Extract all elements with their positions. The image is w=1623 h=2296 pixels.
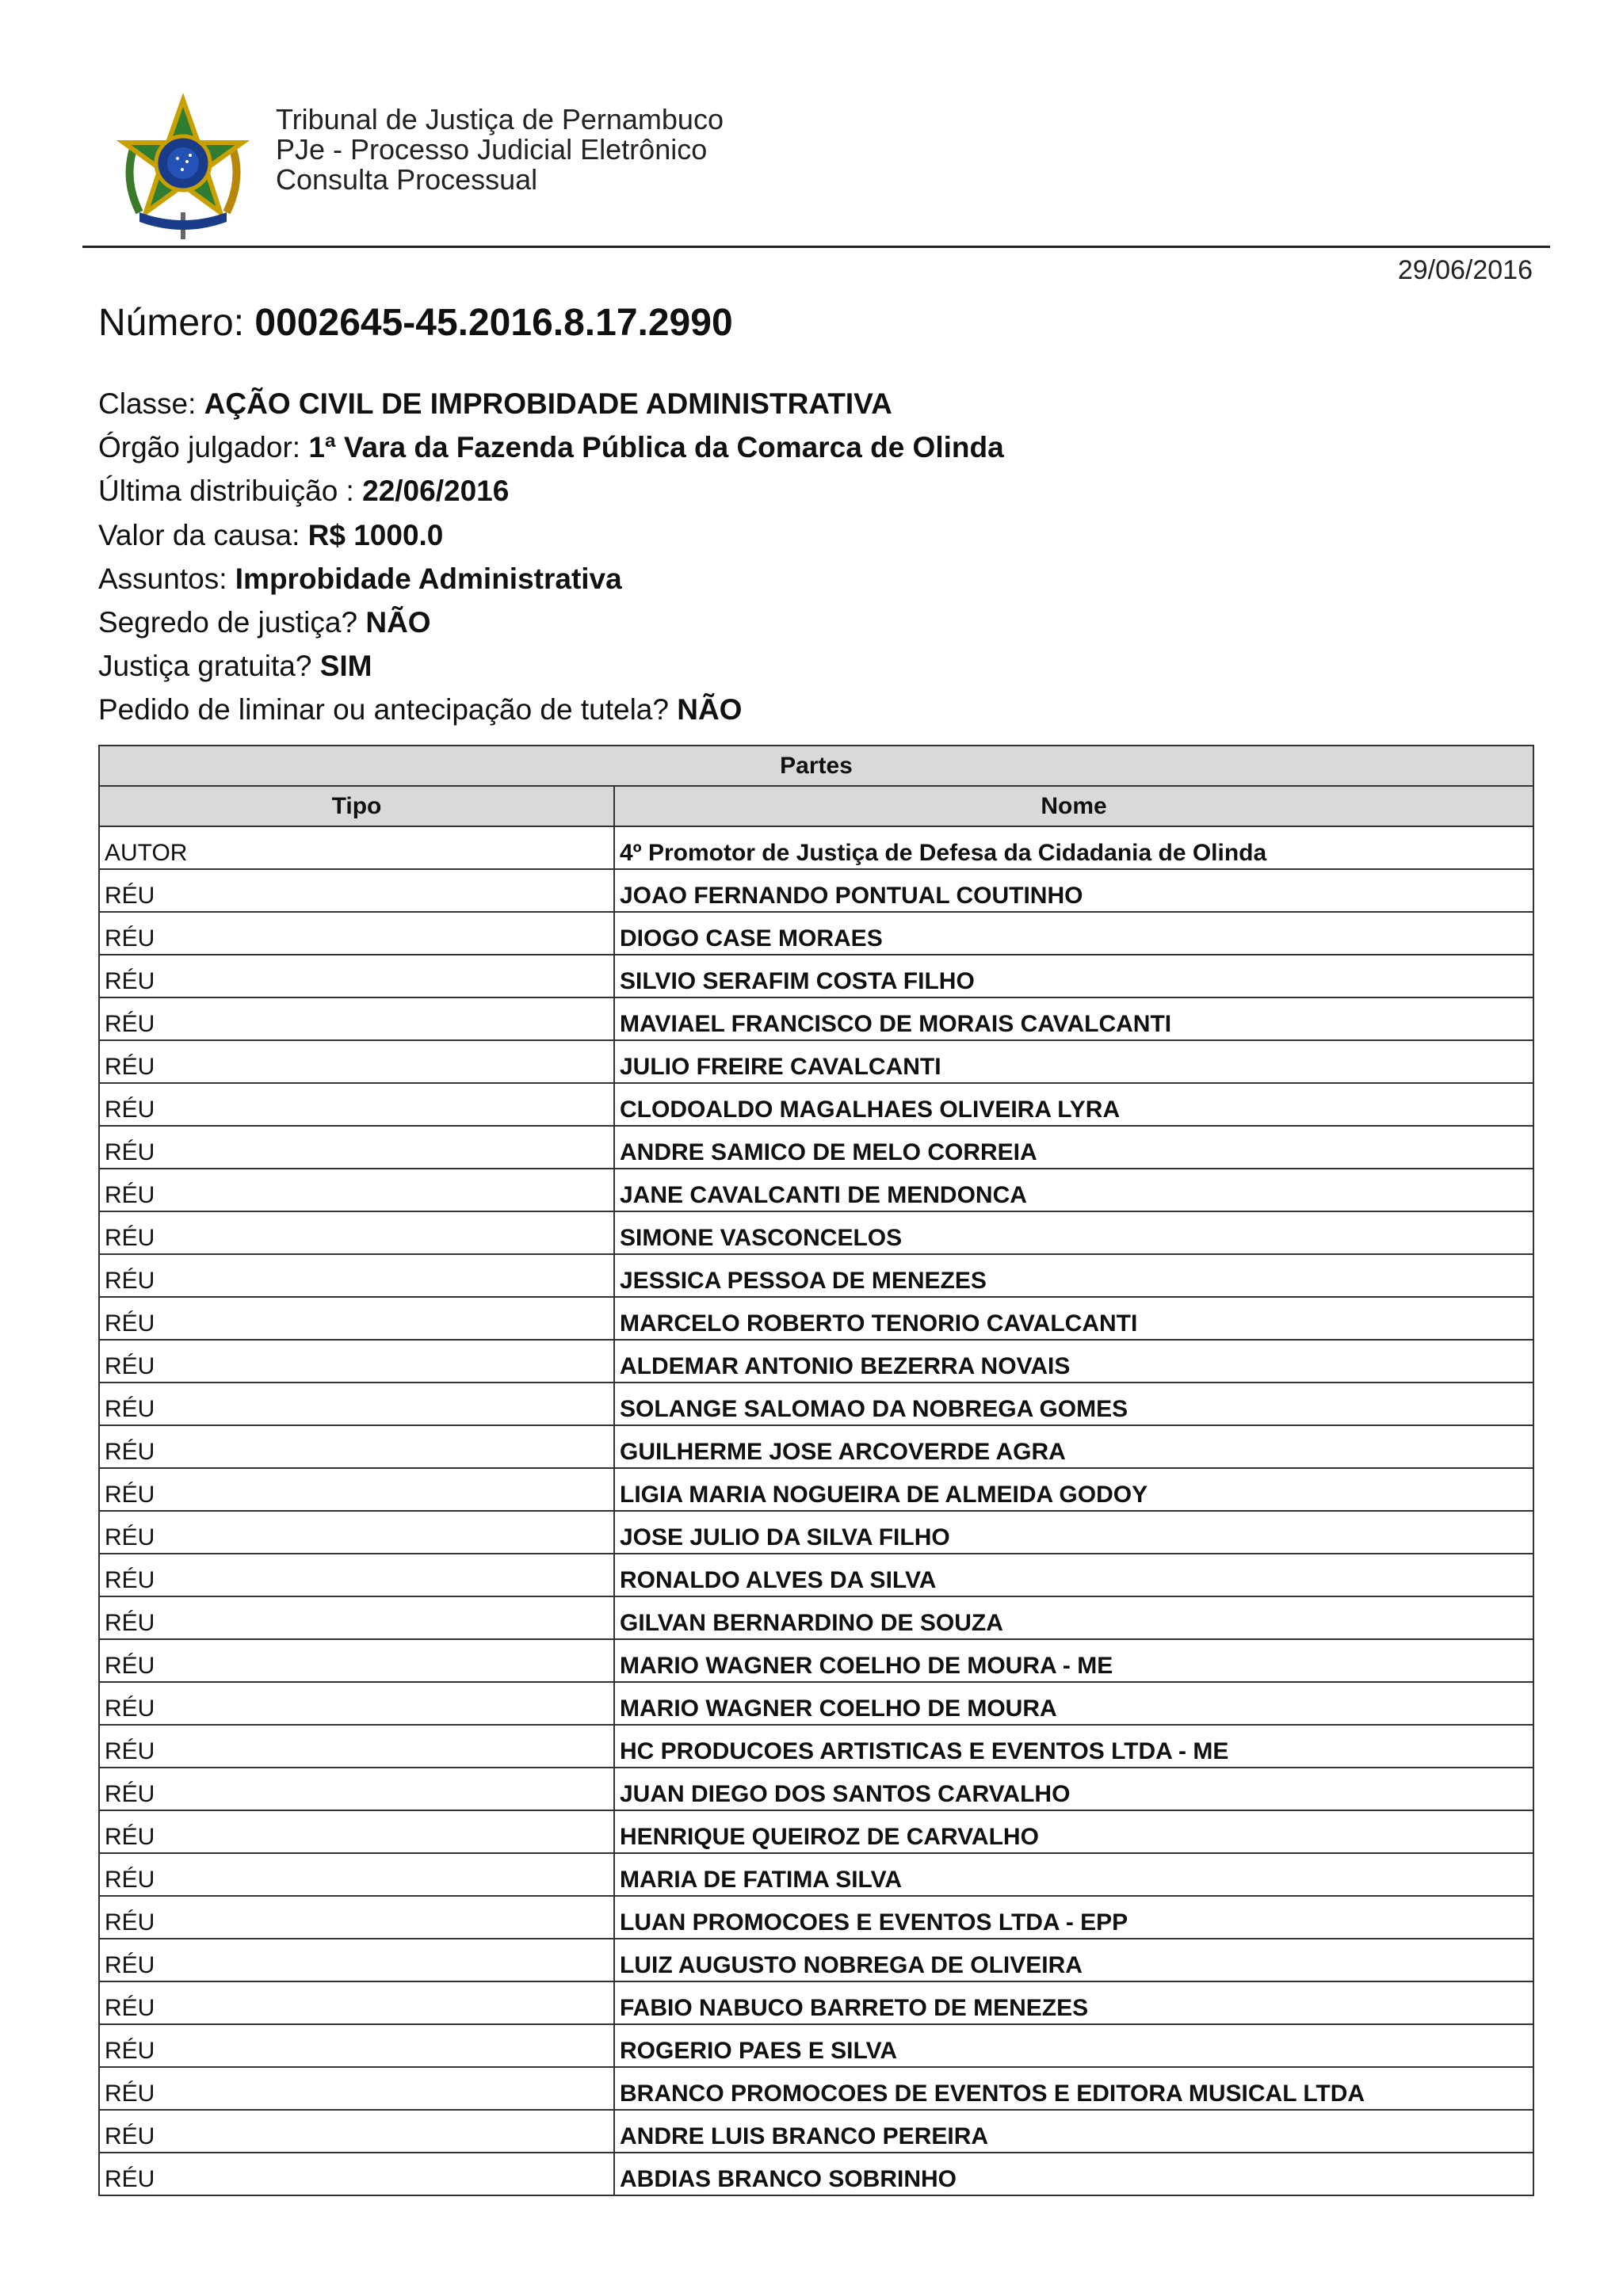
field-label: Justiça gratuita? (98, 650, 312, 683)
party-tipo: RÉU (99, 1169, 614, 1211)
document-date: 29/06/2016 (1397, 255, 1533, 285)
party-nome: CLODOALDO MAGALHAES OLIVEIRA LYRA (614, 1083, 1533, 1126)
table-row (99, 1468, 1533, 1511)
table-row (99, 1254, 1533, 1297)
table-row (99, 1083, 1533, 1126)
table-row (99, 1725, 1533, 1768)
table-row (99, 1126, 1533, 1169)
party-tipo: RÉU (99, 1810, 614, 1853)
field-value: 22/06/2016 (362, 475, 510, 508)
brazil-coat-of-arms-icon (116, 93, 250, 244)
field-value: NÃO (365, 605, 431, 639)
parties-table-caption: Partes (99, 746, 1533, 786)
party-nome: LUIZ AUGUSTO NOBREGA DE OLIVEIRA (614, 1939, 1533, 1981)
table-row (99, 1554, 1533, 1596)
parties-table (98, 745, 1534, 2196)
party-nome: ALDEMAR ANTONIO BEZERRA NOVAIS (614, 1340, 1533, 1383)
header-text (276, 105, 724, 195)
table-row (99, 997, 1533, 1040)
field-value: SIM (319, 650, 372, 683)
party-tipo: RÉU (99, 955, 614, 997)
court-name: Tribunal de Justiça de Pernambuco (276, 103, 724, 135)
field-value: Improbidade Administrativa (235, 562, 622, 595)
party-nome: HC PRODUCOES ARTISTICAS E EVENTOS LTDA - ME (614, 1725, 1533, 1768)
party-nome: FABIO NABUCO BARRETO DE MENEZES (614, 1981, 1533, 2024)
party-nome: MARIO WAGNER COELHO DE MOURA (614, 1682, 1533, 1725)
field-label: Segredo de justiça? (98, 605, 358, 639)
party-tipo: RÉU (99, 1896, 614, 1939)
party-nome: JOSE JULIO DA SILVA FILHO (614, 1511, 1533, 1554)
party-tipo: RÉU (99, 869, 614, 912)
party-tipo: RÉU (99, 1040, 614, 1083)
field-label: Classe: (98, 387, 197, 420)
table-row (99, 1040, 1533, 1083)
party-tipo: RÉU (99, 1211, 614, 1254)
table-row (99, 1169, 1533, 1211)
table-row (99, 1810, 1533, 1853)
party-nome: DIOGO CASE MORAES (614, 912, 1533, 955)
field-orgao-julgador (98, 425, 1525, 469)
system-name: PJe - Processo Judicial Eletrônico (276, 133, 708, 166)
table-row (99, 1340, 1533, 1383)
party-tipo: RÉU (99, 2110, 614, 2153)
table-row (99, 1981, 1533, 2024)
field-ultima-distribuicao (98, 469, 1525, 513)
field-classe (98, 382, 1525, 425)
party-nome: HENRIQUE QUEIROZ DE CARVALHO (614, 1810, 1533, 1853)
party-tipo: RÉU (99, 1853, 614, 1896)
party-nome: ANDRE SAMICO DE MELO CORREIA (614, 1126, 1533, 1169)
field-label: Valor da causa: (98, 518, 300, 551)
party-nome: ROGERIO PAES E SILVA (614, 2024, 1533, 2067)
field-assuntos (98, 557, 1525, 601)
table-row (99, 826, 1533, 869)
field-value: 1ª Vara da Fazenda Pública da Comarca de Olinda (308, 431, 1004, 464)
party-nome: MARIO WAGNER COELHO DE MOURA - ME (614, 1639, 1533, 1682)
party-nome: SILVIO SERAFIM COSTA FILHO (614, 955, 1533, 997)
party-tipo: RÉU (99, 1725, 614, 1768)
process-number-label: Número: (98, 302, 245, 344)
table-row (99, 2067, 1533, 2110)
parties-table-body (99, 826, 1533, 2195)
column-header-nome: Nome (614, 786, 1533, 826)
table-row (99, 1682, 1533, 1725)
party-nome: BRANCO PROMOCOES DE EVENTOS E EDITORA MUSICAL LTDA (614, 2067, 1533, 2110)
field-segredo-justica (98, 601, 1525, 644)
party-tipo: RÉU (99, 1682, 614, 1725)
field-valor-causa (98, 513, 1525, 557)
field-label: Órgão julgador: (98, 431, 301, 464)
party-tipo: RÉU (99, 1468, 614, 1511)
party-nome: JOAO FERNANDO PONTUAL COUTINHO (614, 869, 1533, 912)
party-tipo: RÉU (99, 912, 614, 955)
table-row (99, 1596, 1533, 1639)
table-row (99, 1297, 1533, 1340)
party-tipo: RÉU (99, 1126, 614, 1169)
party-nome: MARIA DE FATIMA SILVA (614, 1853, 1533, 1896)
table-row (99, 1939, 1533, 1981)
party-nome: ANDRE LUIS BRANCO PEREIRA (614, 2110, 1533, 2153)
party-tipo: RÉU (99, 1083, 614, 1126)
table-row (99, 2153, 1533, 2195)
field-label: Última distribuição : (98, 475, 354, 508)
field-label: Assuntos: (98, 562, 227, 595)
party-tipo: RÉU (99, 1254, 614, 1297)
field-label: Pedido de liminar ou antecipação de tutela? (98, 693, 669, 727)
table-row (99, 1211, 1533, 1254)
field-value: AÇÃO CIVIL DE IMPROBIDADE ADMINISTRATIVA (204, 387, 892, 420)
field-pedido-liminar (98, 688, 1525, 731)
party-tipo: RÉU (99, 1425, 614, 1468)
document-header (116, 93, 1542, 244)
party-nome: JANE CAVALCANTI DE MENDONCA (614, 1169, 1533, 1211)
table-row (99, 1639, 1533, 1682)
process-number-value: 0002645-45.2016.8.17.2990 (254, 302, 733, 344)
party-tipo: RÉU (99, 1340, 614, 1383)
field-justica-gratuita (98, 644, 1525, 688)
party-nome: MARCELO ROBERTO TENORIO CAVALCANTI (614, 1297, 1533, 1340)
party-nome: GILVAN BERNARDINO DE SOUZA (614, 1596, 1533, 1639)
party-nome: LIGIA MARIA NOGUEIRA DE ALMEIDA GODOY (614, 1468, 1533, 1511)
party-tipo: RÉU (99, 1297, 614, 1340)
table-row (99, 1383, 1533, 1425)
table-row (99, 1511, 1533, 1554)
party-tipo: RÉU (99, 1383, 614, 1425)
party-tipo: RÉU (99, 1596, 614, 1639)
party-tipo: RÉU (99, 2024, 614, 2067)
table-row (99, 2024, 1533, 2067)
column-header-tipo: Tipo (99, 786, 614, 826)
party-nome: SIMONE VASCONCELOS (614, 1211, 1533, 1254)
party-nome: MAVIAEL FRANCISCO DE MORAIS CAVALCANTI (614, 997, 1533, 1040)
field-value: R$ 1000.0 (307, 518, 444, 551)
field-value: NÃO (677, 693, 743, 727)
table-row (99, 1853, 1533, 1896)
party-nome: JUAN DIEGO DOS SANTOS CARVALHO (614, 1768, 1533, 1810)
table-row (99, 1425, 1533, 1468)
party-tipo: RÉU (99, 997, 614, 1040)
table-row (99, 955, 1533, 997)
table-row (99, 2110, 1533, 2153)
process-fields (98, 382, 1525, 732)
party-nome: LUAN PROMOCOES E EVENTOS LTDA - EPP (614, 1896, 1533, 1939)
table-row (99, 912, 1533, 955)
party-tipo: RÉU (99, 1939, 614, 1981)
party-tipo: RÉU (99, 1511, 614, 1554)
process-number (98, 301, 733, 345)
party-nome: JULIO FREIRE CAVALCANTI (614, 1040, 1533, 1083)
party-nome: SOLANGE SALOMAO DA NOBREGA GOMES (614, 1383, 1533, 1425)
party-nome: 4º Promotor de Justiça de Defesa da Cidadania de Olinda (614, 826, 1533, 869)
party-tipo: RÉU (99, 2067, 614, 2110)
table-row (99, 1896, 1533, 1939)
party-tipo: RÉU (99, 1639, 614, 1682)
party-tipo: RÉU (99, 1981, 614, 2024)
page-subtitle: Consulta Processual (276, 163, 538, 196)
party-tipo: RÉU (99, 1554, 614, 1596)
party-nome: ABDIAS BRANCO SOBRINHO (614, 2153, 1533, 2195)
party-nome: JESSICA PESSOA DE MENEZES (614, 1254, 1533, 1297)
party-tipo: RÉU (99, 2153, 614, 2195)
party-tipo: AUTOR (99, 826, 614, 869)
header-divider (82, 246, 1550, 248)
party-tipo: RÉU (99, 1768, 614, 1810)
table-row (99, 869, 1533, 912)
party-nome: RONALDO ALVES DA SILVA (614, 1554, 1533, 1596)
party-nome: GUILHERME JOSE ARCOVERDE AGRA (614, 1425, 1533, 1468)
table-row (99, 1768, 1533, 1810)
